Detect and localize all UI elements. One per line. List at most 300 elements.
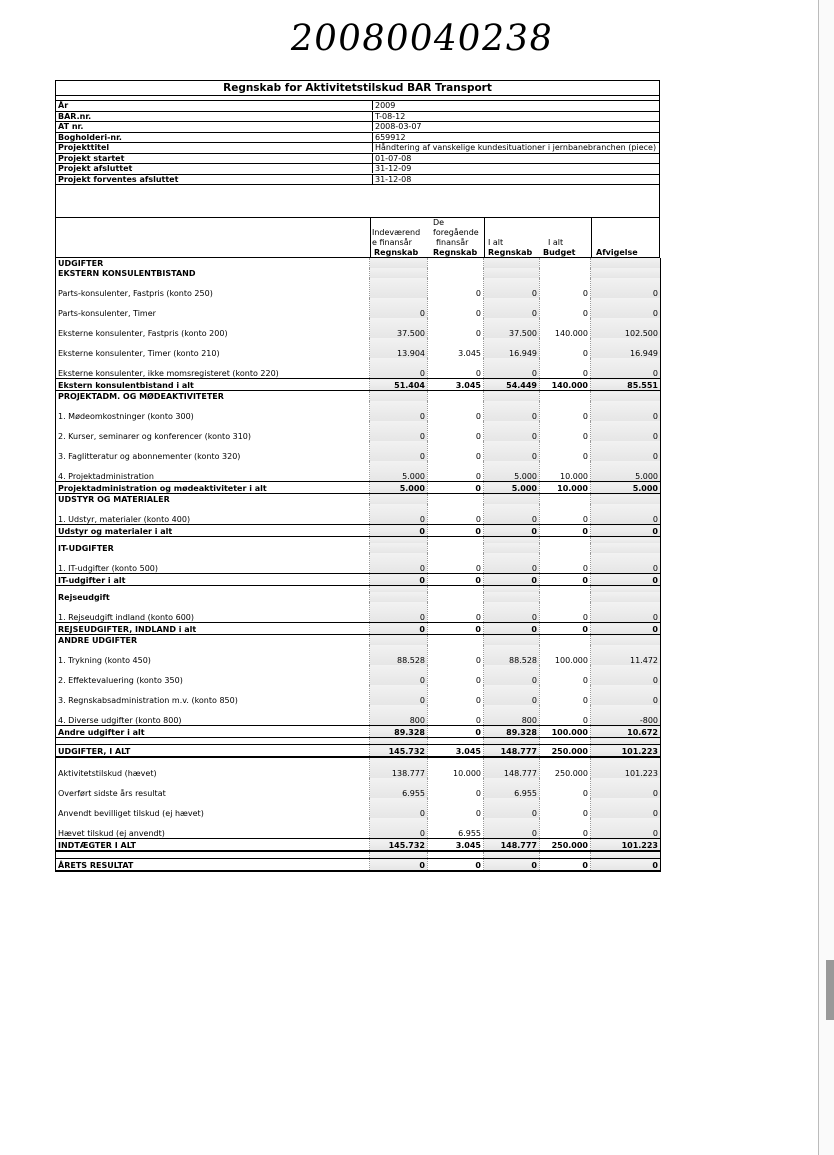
- col3-header-bot: Regnskab: [488, 248, 533, 257]
- table-row: [56, 685, 661, 705]
- row-label: Ekstern konsulentbistand i alt: [56, 379, 370, 391]
- value-cell: 13.904: [370, 338, 428, 358]
- value-cell: 0: [540, 298, 591, 318]
- row-label: Parts-konsulenter, Fastpris (konto 250): [56, 278, 370, 298]
- section-row: [56, 268, 661, 278]
- value-cell: [370, 592, 428, 602]
- row-label: 4. Projektadministration: [56, 461, 370, 482]
- value-cell: 0: [484, 401, 540, 421]
- value-cell: 0: [484, 665, 540, 685]
- value-cell: [484, 494, 540, 505]
- value-cell: 10.000: [540, 461, 591, 482]
- project-info-block: [55, 96, 660, 185]
- value-cell: 0: [591, 278, 661, 298]
- info-value: 659912: [372, 133, 659, 142]
- info-label: Projekttitel: [58, 143, 110, 152]
- value-cell: 0: [428, 665, 484, 685]
- info-label: Projekt startet: [58, 153, 125, 163]
- value-cell: 0: [591, 441, 661, 461]
- value-cell: 0: [540, 553, 591, 574]
- value-cell: 54.449: [484, 379, 540, 391]
- value-cell: 0: [428, 504, 484, 525]
- info-row: [56, 133, 659, 144]
- value-cell: [591, 635, 661, 646]
- value-cell: 0: [370, 665, 428, 685]
- total-row: [56, 574, 661, 586]
- table-row: [56, 553, 661, 574]
- value-cell: [428, 268, 484, 278]
- value-cell: 250.000: [540, 757, 591, 778]
- value-cell: 16.949: [591, 338, 661, 358]
- table-row: [56, 602, 661, 623]
- value-cell: 0: [540, 441, 591, 461]
- table-row: [56, 401, 661, 421]
- value-cell: 0: [428, 574, 484, 586]
- value-cell: [370, 494, 428, 505]
- value-cell: [370, 738, 428, 745]
- info-row: [56, 101, 659, 112]
- value-cell: [484, 543, 540, 553]
- value-cell: [370, 258, 428, 268]
- value-cell: 6.955: [370, 778, 428, 798]
- value-cell: 0: [428, 623, 484, 635]
- value-cell: [428, 543, 484, 553]
- row-label: 1. Rejseudgift indland (konto 600): [56, 602, 370, 623]
- value-cell: 0: [591, 602, 661, 623]
- value-cell: 0: [484, 421, 540, 441]
- value-cell: 0: [428, 298, 484, 318]
- info-row: [56, 164, 659, 175]
- table-row: [56, 298, 661, 318]
- info-label: År: [58, 101, 69, 110]
- value-cell: 0: [540, 602, 591, 623]
- total-row: [56, 482, 661, 494]
- value-cell: [428, 635, 484, 646]
- table-row: [56, 441, 661, 461]
- table-row: [56, 645, 661, 665]
- gap-row: [56, 738, 661, 745]
- row-label: 2. Effektevaluering (konto 350): [56, 665, 370, 685]
- col1-header-mid: e finansår: [372, 238, 412, 247]
- value-cell: 800: [484, 705, 540, 726]
- value-cell: 250.000: [540, 839, 591, 852]
- value-cell: 3.045: [428, 379, 484, 391]
- handwritten-document-number: 20080040238: [287, 18, 556, 59]
- col2-header-bot: Regnskab: [433, 248, 478, 257]
- total-row: [56, 379, 661, 391]
- value-cell: 0: [591, 685, 661, 705]
- value-cell: 148.777: [484, 757, 540, 778]
- value-cell: [370, 268, 428, 278]
- value-cell: 0: [484, 574, 540, 586]
- section-row: [56, 543, 661, 553]
- value-cell: 0: [428, 859, 484, 872]
- value-cell: 0: [370, 504, 428, 525]
- value-cell: 0: [540, 705, 591, 726]
- value-cell: 0: [428, 421, 484, 441]
- value-cell: [428, 494, 484, 505]
- value-cell: 6.955: [428, 818, 484, 839]
- col1-header-bot: Regnskab: [374, 248, 419, 257]
- accounts-table: [55, 258, 661, 872]
- col1-header-top: Indeværend: [372, 228, 421, 237]
- value-cell: 0: [540, 574, 591, 586]
- section-row: [56, 592, 661, 602]
- value-cell: 0: [540, 338, 591, 358]
- row-label: [56, 851, 370, 859]
- value-cell: 10.000: [540, 482, 591, 494]
- info-label: Projekt forventes afsluttet: [58, 174, 179, 184]
- col4-header-bot: Budget: [543, 248, 576, 257]
- value-cell: 0: [540, 504, 591, 525]
- value-cell: [540, 258, 591, 268]
- value-cell: 0: [428, 278, 484, 298]
- table-row: [56, 318, 661, 338]
- value-cell: 0: [370, 358, 428, 379]
- value-cell: 800: [370, 705, 428, 726]
- value-cell: 0: [540, 778, 591, 798]
- value-cell: 140.000: [540, 379, 591, 391]
- value-cell: 0: [370, 623, 428, 635]
- value-cell: 5.000: [370, 461, 428, 482]
- row-label: Anvendt bevilliget tilskud (ej hævet): [56, 798, 370, 818]
- value-cell: 0: [370, 685, 428, 705]
- row-label: Eksterne konsulenter, ikke momsregisteret (konto 220): [56, 358, 370, 379]
- row-label: 1. Mødeomkostninger (konto 300): [56, 401, 370, 421]
- row-label: 1. Trykning (konto 450): [56, 645, 370, 665]
- table-row: [56, 461, 661, 482]
- total-row: [56, 525, 661, 537]
- value-cell: [484, 738, 540, 745]
- col2-header-top: De: [433, 218, 445, 227]
- table-row: [56, 798, 661, 818]
- value-cell: [370, 278, 428, 298]
- row-label: ÅRETS RESULTAT: [56, 859, 370, 872]
- value-cell: [540, 268, 591, 278]
- value-cell: 0: [484, 859, 540, 872]
- row-label: Rejseudgift: [56, 592, 370, 602]
- row-label: Overført sidste års resultat: [56, 778, 370, 798]
- value-cell: 11.472: [591, 645, 661, 665]
- row-label: ANDRE UDGIFTER: [56, 635, 370, 646]
- col4-header-mid: I alt: [548, 238, 564, 247]
- value-cell: [591, 391, 661, 402]
- info-row: [56, 143, 659, 154]
- value-cell: 148.777: [484, 839, 540, 852]
- value-cell: 85.551: [591, 379, 661, 391]
- value-cell: 89.328: [484, 726, 540, 738]
- row-label: [56, 738, 370, 745]
- value-cell: 0: [428, 602, 484, 623]
- value-cell: [428, 851, 484, 859]
- value-cell: 0: [484, 298, 540, 318]
- value-cell: [591, 494, 661, 505]
- value-cell: 0: [370, 574, 428, 586]
- row-label: IT-UDGIFTER: [56, 543, 370, 553]
- value-cell: 0: [484, 602, 540, 623]
- value-cell: 0: [484, 685, 540, 705]
- value-cell: [591, 268, 661, 278]
- scan-mark: [826, 960, 834, 1020]
- value-cell: [540, 635, 591, 646]
- value-cell: [370, 635, 428, 646]
- row-label: Hævet tilskud (ej anvendt): [56, 818, 370, 839]
- value-cell: 5.000: [484, 482, 540, 494]
- info-label: AT nr.: [58, 122, 84, 131]
- row-label: 2. Kurser, seminarer og konferencer (konto 310): [56, 421, 370, 441]
- value-cell: 0: [540, 623, 591, 635]
- value-cell: [591, 543, 661, 553]
- value-cell: [591, 592, 661, 602]
- value-cell: [540, 494, 591, 505]
- value-cell: 0: [540, 818, 591, 839]
- row-label: UDSTYR OG MATERIALER: [56, 494, 370, 505]
- value-cell: [484, 391, 540, 402]
- col2-header-mid2: finansår: [436, 238, 469, 247]
- value-cell: 250.000: [540, 745, 591, 758]
- value-cell: 16.949: [484, 338, 540, 358]
- info-value: 31-12-08: [372, 175, 659, 184]
- value-cell: 0: [484, 278, 540, 298]
- value-cell: -800: [591, 705, 661, 726]
- value-cell: 0: [370, 818, 428, 839]
- col3-header-mid: I alt: [488, 238, 504, 247]
- row-label: PROJEKTADM. OG MØDEAKTIVITETER: [56, 391, 370, 402]
- value-cell: 37.500: [370, 318, 428, 338]
- info-value: T-08-12: [372, 112, 659, 121]
- value-cell: 5.000: [591, 482, 661, 494]
- table-row: [56, 705, 661, 726]
- value-cell: 10.000: [428, 757, 484, 778]
- value-cell: 0: [540, 665, 591, 685]
- value-cell: 0: [540, 525, 591, 537]
- value-cell: 0: [370, 441, 428, 461]
- row-label: Udstyr og materialer i alt: [56, 525, 370, 537]
- gap-row: [56, 851, 661, 859]
- value-cell: [370, 391, 428, 402]
- column-header: [55, 218, 660, 258]
- value-cell: [428, 258, 484, 268]
- value-cell: [484, 268, 540, 278]
- table-row: [56, 278, 661, 298]
- value-cell: 0: [428, 482, 484, 494]
- value-cell: 5.000: [591, 461, 661, 482]
- value-cell: 0: [591, 553, 661, 574]
- value-cell: [484, 851, 540, 859]
- col5-header-bot: Afvigelse: [596, 248, 638, 257]
- value-cell: 101.223: [591, 745, 661, 758]
- total-row: [56, 623, 661, 635]
- value-cell: 0: [428, 525, 484, 537]
- value-cell: 0: [591, 798, 661, 818]
- value-cell: 0: [428, 358, 484, 379]
- value-cell: 0: [591, 778, 661, 798]
- value-cell: 0: [370, 553, 428, 574]
- value-cell: [370, 851, 428, 859]
- table-row: [56, 421, 661, 441]
- accounting-document: [55, 80, 660, 872]
- value-cell: [540, 592, 591, 602]
- value-cell: 5.000: [370, 482, 428, 494]
- value-cell: 0: [591, 818, 661, 839]
- value-cell: [370, 543, 428, 553]
- value-cell: 0: [484, 504, 540, 525]
- section-row: [56, 635, 661, 646]
- value-cell: 0: [540, 685, 591, 705]
- row-label: INDTÆGTER I ALT: [56, 839, 370, 852]
- value-cell: 0: [484, 818, 540, 839]
- value-cell: 0: [540, 401, 591, 421]
- row-label: 3. Faglitteratur og abonnementer (konto 320): [56, 441, 370, 461]
- value-cell: 0: [484, 553, 540, 574]
- value-cell: [428, 592, 484, 602]
- value-cell: 3.045: [428, 745, 484, 758]
- row-label: 1. IT-udgifter (konto 500): [56, 553, 370, 574]
- value-cell: 0: [484, 798, 540, 818]
- info-row: [56, 122, 659, 133]
- total-row: [56, 726, 661, 738]
- value-cell: 100.000: [540, 726, 591, 738]
- value-cell: [484, 635, 540, 646]
- row-label: 1. Udstyr, materialer (konto 400): [56, 504, 370, 525]
- grand-row: [56, 839, 661, 852]
- value-cell: 0: [370, 298, 428, 318]
- value-cell: 145.732: [370, 745, 428, 758]
- value-cell: 0: [428, 461, 484, 482]
- grand-row: [56, 859, 661, 872]
- value-cell: [540, 391, 591, 402]
- row-label: Andre udgifter i alt: [56, 726, 370, 738]
- info-value: 01-07-08: [372, 154, 659, 163]
- info-label: Projekt afsluttet: [58, 164, 133, 173]
- value-cell: [428, 391, 484, 402]
- table-row: [56, 778, 661, 798]
- info-row: [56, 175, 659, 186]
- row-label: Eksterne konsulenter, Timer (konto 210): [56, 338, 370, 358]
- row-label: UDGIFTER, I ALT: [56, 745, 370, 758]
- row-label: Aktivitetstilskud (hævet): [56, 757, 370, 778]
- value-cell: 0: [370, 859, 428, 872]
- value-cell: 0: [591, 298, 661, 318]
- value-cell: 0: [370, 602, 428, 623]
- table-row: [56, 338, 661, 358]
- value-cell: 0: [428, 441, 484, 461]
- value-cell: 0: [540, 421, 591, 441]
- value-cell: [428, 738, 484, 745]
- row-label: EKSTERN KONSULENTBISTAND: [56, 268, 370, 278]
- row-label: IT-udgifter i alt: [56, 574, 370, 586]
- row-label: Parts-konsulenter, Timer: [56, 298, 370, 318]
- value-cell: 0: [591, 401, 661, 421]
- value-cell: 0: [370, 401, 428, 421]
- table-row: [56, 504, 661, 525]
- value-cell: 102.500: [591, 318, 661, 338]
- section-row: [56, 258, 661, 268]
- value-cell: 140.000: [540, 318, 591, 338]
- value-cell: 145.732: [370, 839, 428, 852]
- value-cell: 0: [540, 859, 591, 872]
- value-cell: 5.000: [484, 461, 540, 482]
- value-cell: 0: [428, 318, 484, 338]
- row-label: REJSEUDGIFTER, INDLAND i alt: [56, 623, 370, 635]
- value-cell: 0: [591, 504, 661, 525]
- table-row: [56, 358, 661, 379]
- value-cell: 100.000: [540, 645, 591, 665]
- row-label: Eksterne konsulenter, Fastpris (konto 200): [56, 318, 370, 338]
- value-cell: 138.777: [370, 757, 428, 778]
- info-row: [56, 112, 659, 123]
- info-row: [56, 154, 659, 165]
- value-cell: 0: [428, 726, 484, 738]
- value-cell: 0: [591, 421, 661, 441]
- row-label: Projektadministration og mødeaktiviteter i alt: [56, 482, 370, 494]
- value-cell: 37.500: [484, 318, 540, 338]
- value-cell: 0: [428, 645, 484, 665]
- value-cell: 88.528: [370, 645, 428, 665]
- value-cell: [484, 258, 540, 268]
- value-cell: 10.672: [591, 726, 661, 738]
- value-cell: 0: [591, 574, 661, 586]
- value-cell: 3.045: [428, 839, 484, 852]
- value-cell: [591, 258, 661, 268]
- row-label: UDGIFTER: [56, 258, 370, 268]
- col2-header-mid: foregående: [433, 228, 479, 237]
- table-row: [56, 757, 661, 778]
- value-cell: [484, 592, 540, 602]
- value-cell: 3.045: [428, 338, 484, 358]
- value-cell: 0: [591, 623, 661, 635]
- value-cell: [591, 851, 661, 859]
- value-cell: 148.777: [484, 745, 540, 758]
- info-value: 31-12-09: [372, 164, 659, 173]
- value-cell: 6.955: [484, 778, 540, 798]
- section-row: [56, 391, 661, 402]
- value-cell: 51.404: [370, 379, 428, 391]
- row-label: 4. Diverse udgifter (konto 800): [56, 705, 370, 726]
- value-cell: 0: [370, 421, 428, 441]
- value-cell: 88.528: [484, 645, 540, 665]
- value-cell: 0: [428, 553, 484, 574]
- value-cell: 0: [428, 685, 484, 705]
- row-label: 3. Regnskabsadministration m.v. (konto 850): [56, 685, 370, 705]
- grand-row: [56, 745, 661, 758]
- value-cell: 0: [591, 358, 661, 379]
- value-cell: 0: [484, 623, 540, 635]
- value-cell: 0: [428, 401, 484, 421]
- document-title: Regnskab for Aktivitetstilskud BAR Transport: [55, 80, 660, 96]
- value-cell: [540, 851, 591, 859]
- value-cell: 0: [370, 525, 428, 537]
- table-row: [56, 818, 661, 839]
- value-cell: 101.223: [591, 839, 661, 852]
- info-value: 2008-03-07: [372, 122, 659, 131]
- value-cell: 89.328: [370, 726, 428, 738]
- value-cell: [540, 738, 591, 745]
- value-cell: 0: [540, 358, 591, 379]
- value-cell: 0: [428, 705, 484, 726]
- header-spacer: [55, 185, 660, 218]
- value-cell: 0: [484, 525, 540, 537]
- value-cell: [591, 738, 661, 745]
- value-cell: 0: [540, 278, 591, 298]
- value-cell: 0: [428, 798, 484, 818]
- info-label: BAR.nr.: [58, 111, 92, 121]
- value-cell: 0: [484, 441, 540, 461]
- value-cell: 0: [484, 358, 540, 379]
- info-value: 2009: [372, 101, 659, 110]
- info-label: Bogholderi-nr.: [58, 132, 122, 142]
- info-value: Håndtering af vanskelige kundesituationer i jernbanebranchen (piece): [372, 143, 659, 152]
